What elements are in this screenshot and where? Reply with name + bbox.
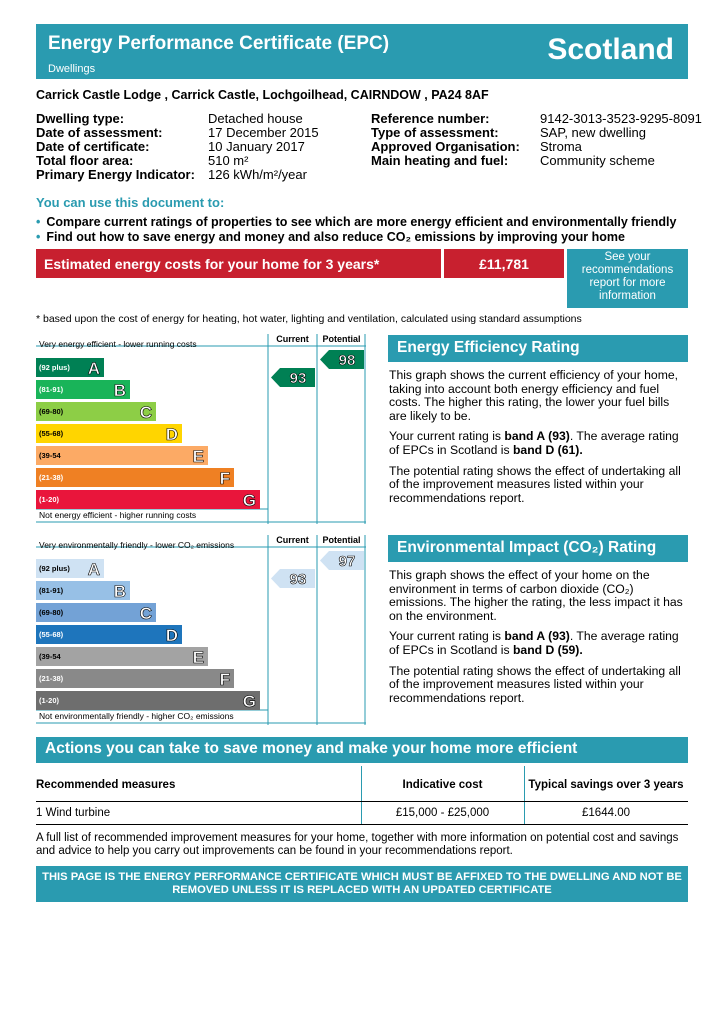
cost-column-header: Indicative cost [402,779,483,791]
current-band: band A (93) [504,429,570,444]
band-range-label: (21-38) [39,473,64,482]
chart-bottom-label: Not energy efficient - higher running costs [39,510,197,520]
detail-label: Date of certificate: [36,139,150,154]
band-letter-label: A [87,560,100,579]
potential-rating-value: 97 [338,553,356,570]
band-range-label: (92 plus) [39,363,70,372]
efficiency-panel-heading: Energy Efficiency Rating [388,335,688,362]
detail-label: Approved Organisation: [371,139,520,154]
current-rating-value: 93 [289,370,307,387]
use-bullets [36,215,676,245]
energy-efficiency-svg [36,334,366,524]
band-range-label: (69-80) [39,407,64,416]
text-span: Your current rating is [389,629,505,644]
current-band: band A (93) [504,629,570,644]
band-letter-label: A [87,359,100,378]
band-letter-label: C [139,604,152,623]
band-letter-label: F [219,670,230,689]
actions-heading: Actions you can take to save money and make your home more efficient [36,737,688,763]
band-range-label: (69-80) [39,608,64,617]
detail-value: SAP, new dwelling [540,125,646,140]
potential-column-header: Potential [322,535,361,545]
chart-top-label: Very environmentally friendly - lower CO₂ emissions [39,540,235,550]
current-column-header: Current [276,334,309,344]
bullet-dot-icon: • [36,230,41,244]
band-range-label: (1-20) [39,495,60,504]
efficiency-potential-paragraph: The potential rating shows the effect of undertaking all of the improvement measures listed within your recommendations report. [389,463,681,505]
details-left-values [208,112,319,182]
energy-efficiency-chart [36,334,366,524]
band-range-label: (55-68) [39,429,64,438]
estimated-cost-label: Estimated energy costs for your home for 3 years* [36,249,441,278]
average-band: band D (59). [512,642,583,657]
bullet-item [36,230,676,245]
epc-header [36,24,688,79]
detail-value: Stroma [540,139,582,154]
text-span: . The average rating of EPCs in Scotland is [389,429,679,457]
band-letter-label: G [242,491,256,510]
bullet-text: Compare current ratings of properties to see which are more energy efficient and environmentally friendly [46,215,677,229]
text-span: . The average rating of EPCs in Scotland is [389,629,679,657]
use-document-heading: You can use this document to: [36,195,225,210]
certificate-title: Energy Performance Certificate (EPC) [48,33,390,54]
band-range-label: (39-54 [39,451,61,460]
measures-column-header: Recommended measures [36,779,176,791]
efficiency-current-rating [389,430,688,457]
detail-label: Type of assessment: [371,125,499,140]
detail-label: Reference number: [371,111,490,126]
band-letter-label: F [219,469,230,488]
band-letter-label: E [192,447,204,466]
bullet-text: Find out how to save energy and money and also reduce CO₂ emissions by improving your home [46,230,625,244]
detail-label: Dwelling type: [36,111,125,126]
band-letter-label: G [242,692,256,711]
band-range-label: (55-68) [39,630,64,639]
band-bar-e [36,446,208,465]
band-letter-label: D [165,425,178,444]
band-bar-f [36,669,234,688]
chart-top-label: Very energy efficient - lower running costs [39,339,197,349]
band-letter-label: B [113,381,126,400]
country-label: Scotland [547,33,674,66]
full-list-note: A full list of recommended improvement measures for your home, together with more information on potential cost and savings and advice to help you carry out improvements can be found in your recommendations report. [36,832,679,858]
environment-paragraph: This graph shows the effect of your home on the environment in terms of carbon dioxide (CO₂) emissions. The higher the rating, the less impact it has on the environment. [389,568,683,623]
band-range-label: (1-20) [39,696,60,705]
current-column-header: Current [276,535,309,545]
cost-footnote: * based upon the cost of energy for heating, hot water, lighting and ventilation, calculated using standard assumptions [36,313,582,325]
environment-panel-text [389,569,688,712]
details-right-values [540,112,702,168]
bullet-dot-icon: • [36,215,41,229]
average-band: band D (61). [512,442,583,457]
measure-cell: 1 Wind turbine [36,807,111,819]
band-letter-label: D [165,626,178,645]
environment-potential-paragraph: The potential rating shows the effect of undertaking all of the improvement measures listed within your recommendations report. [389,663,681,705]
chart-bottom-label: Not environmentally friendly - higher CO₂ emissions [39,711,234,721]
savings-cell: £1644.00 [582,807,630,819]
estimated-cost-value: £11,781 [444,249,564,278]
current-rating-value: 93 [289,571,307,588]
savings-column-header: Typical savings over 3 years [528,779,684,791]
band-letter-label: E [192,648,204,667]
environmental-impact-svg [36,535,366,725]
band-range-label: (21-38) [39,674,64,683]
detail-label: Date of assessment: [36,125,163,140]
bullet-item [36,215,676,230]
band-bar-g [36,490,260,509]
details-left-labels [36,112,195,182]
band-range-label: (81-91) [39,586,64,595]
property-address: Carrick Castle Lodge , Carrick Castle, Lochgoilhead, CAIRNDOW , PA24 8AF [36,88,489,102]
band-bar-e [36,647,208,666]
potential-rating-value: 98 [338,352,356,369]
cost-cell: £15,000 - £25,000 [395,807,490,819]
detail-value: 10 January 2017 [208,139,305,154]
detail-value: 17 December 2015 [208,125,319,140]
band-letter-label: B [113,582,126,601]
detail-label: Primary Energy Indicator: [36,167,195,182]
band-bar-g [36,691,260,710]
text-span: Your current rating is [389,429,505,444]
detail-label: Main heating and fuel: [371,153,509,168]
band-bar-f [36,468,234,487]
environment-current-rating [389,630,688,657]
detail-value: 510 m² [208,153,249,168]
efficiency-paragraph: This graph shows the current efficiency of your home, taking into account both energy efficiency and fuel costs. The higher this rating, the lower your fuel bills are likely to be. [389,368,679,423]
detail-value: 126 kWh/m²/year [208,167,307,182]
band-range-label: (92 plus) [39,564,70,573]
efficiency-panel-text [389,369,688,512]
details-right-labels [371,112,520,168]
environmental-impact-chart [36,535,366,725]
detail-value: Detached house [208,111,303,126]
band-range-label: (39-54 [39,652,61,661]
band-range-label: (81-91) [39,385,64,394]
affix-notice: THIS PAGE IS THE ENERGY PERFORMANCE CERTIFICATE WHICH MUST BE AFFIXED TO THE DWELLING AND NOT BE REMOVED UNLESS IT IS REPLACED WITH AN UPDATED CERTIFICATE [36,866,688,902]
environment-panel-heading: Environmental Impact (CO₂) Rating [388,535,688,562]
detail-value: Community scheme [540,153,655,168]
detail-value: 9142-3013-3523-9295-8091 [540,111,702,126]
see-recommendations-link[interactable]: See your recommendations report for more information [567,249,688,308]
detail-label: Total floor area: [36,153,134,168]
certificate-subtitle: Dwellings [48,63,96,75]
potential-column-header: Potential [322,334,361,344]
band-letter-label: C [139,403,152,422]
